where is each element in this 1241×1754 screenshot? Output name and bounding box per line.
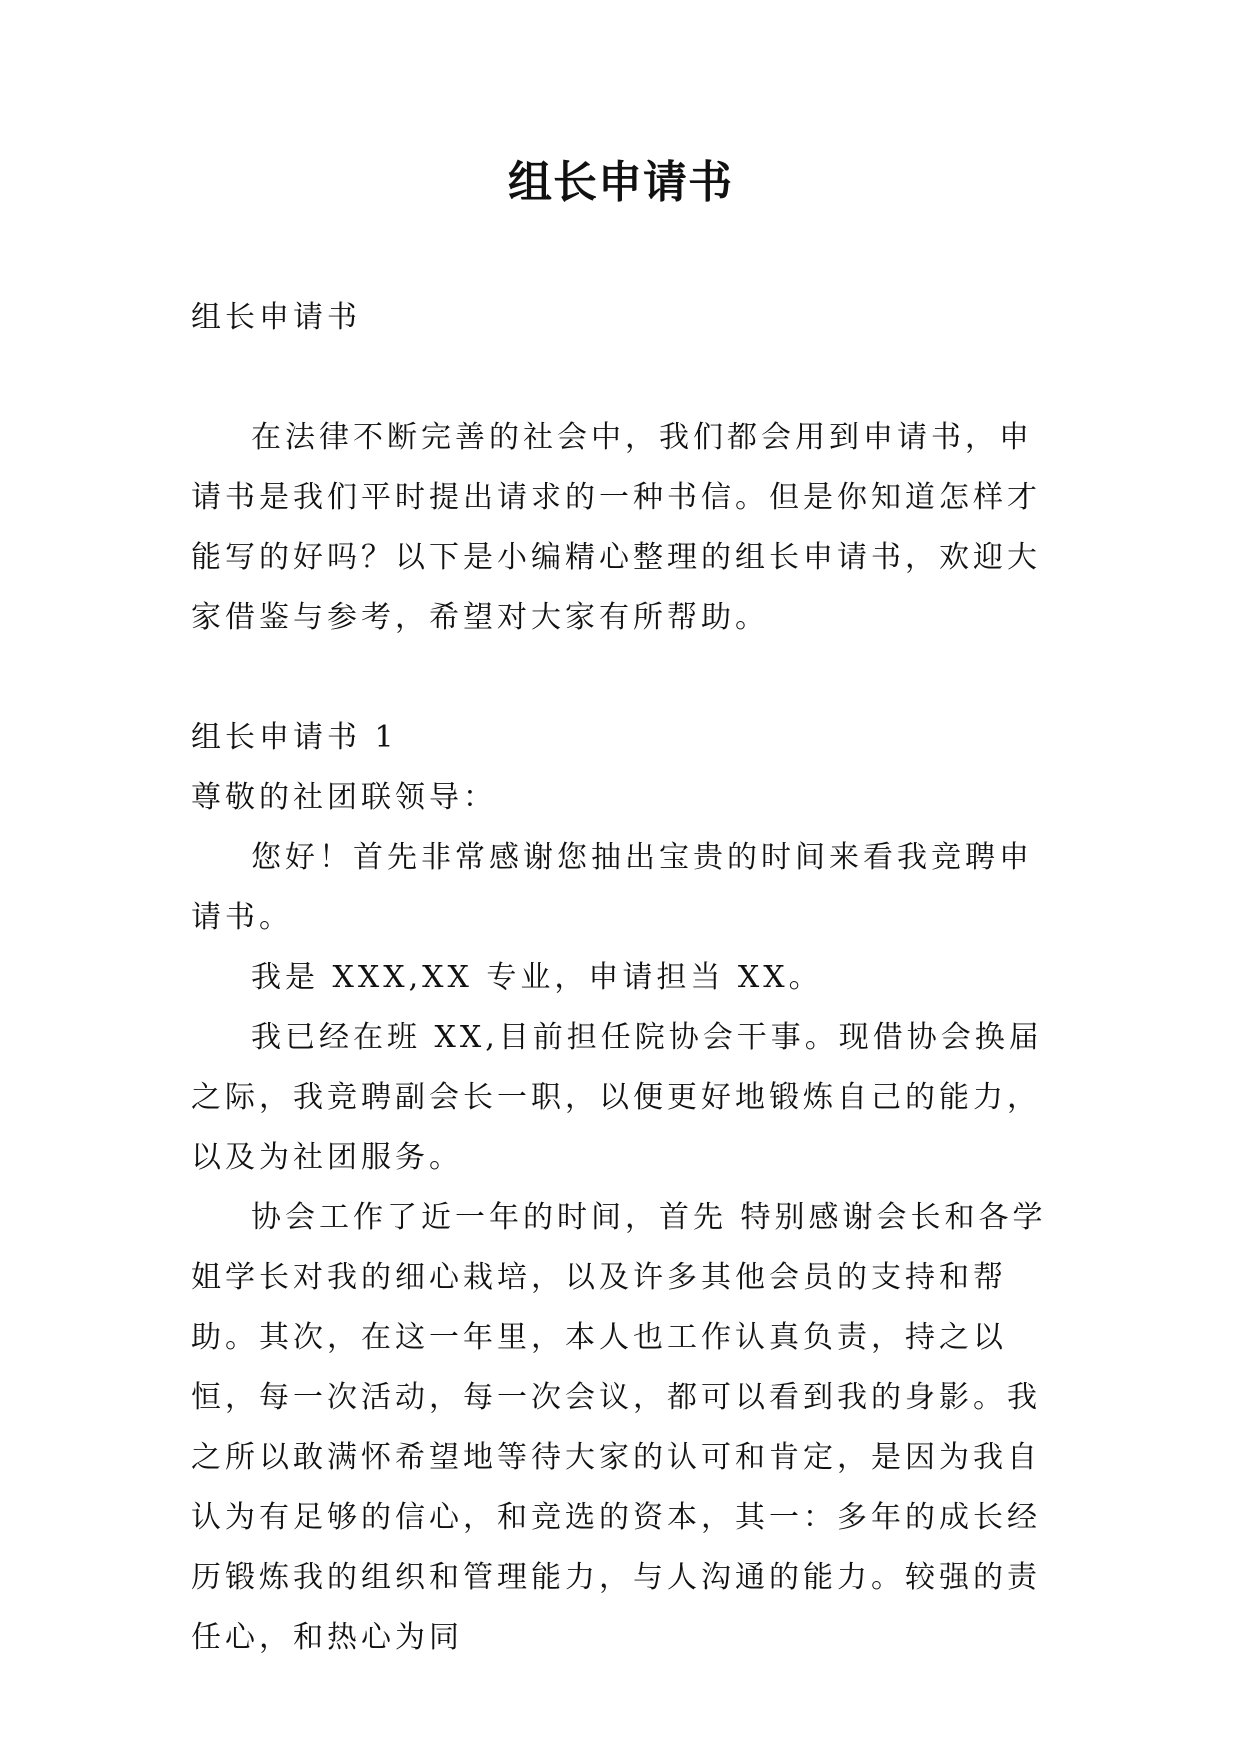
document-title: 组长申请书 — [508, 157, 733, 208]
salutation: 尊敬的社团联领导： — [191, 780, 497, 815]
body-paragraph: 您好！首先非常感谢您抽出宝贵的时间来看我竞聘申请书。 — [191, 840, 1033, 935]
body-paragraph: 协会工作了近一年的时间，首先 特别感谢会长和各学姐学长对我的细心栽培，以及许多其他会员的支持和帮助。其次，在这一年里，本人也工作认真负责，持之以恒，每一次活动，每一次会议，都可以看到我的身影。我之所以敢满怀希望地等待大家的认可和肯定，是因为我自认为有足够的信心，和竞选的资本，其一：多年的成长经历锻炼我的组织和管理能力，与人沟通的能力。较强的责任心，和热心为同 — [191, 1200, 1047, 1655]
body-paragraph: 我已经在班 XX,目前担任院协会干事。现借协会换届之际，我竞聘副会长一职，以便更好地锻炼自己的能力，以及为社团服务。 — [191, 1020, 1043, 1175]
body-paragraph: 我是 XXX,XX 专业，申请担当 XX。 — [251, 960, 823, 995]
intro-paragraph: 在法律不断完善的社会中，我们都会用到申请书，申请书是我们平时提出请求的一种书信。但是你知道怎样才能写的好吗？以下是小编精心整理的组长申请书，欢迎大家借鉴与参考，希望对大家有所帮助。 — [191, 420, 1041, 635]
document-body — [191, 288, 1061, 1668]
document-subtitle: 组长申请书 — [191, 300, 361, 335]
section-heading: 组长申请书 1 — [191, 720, 398, 755]
